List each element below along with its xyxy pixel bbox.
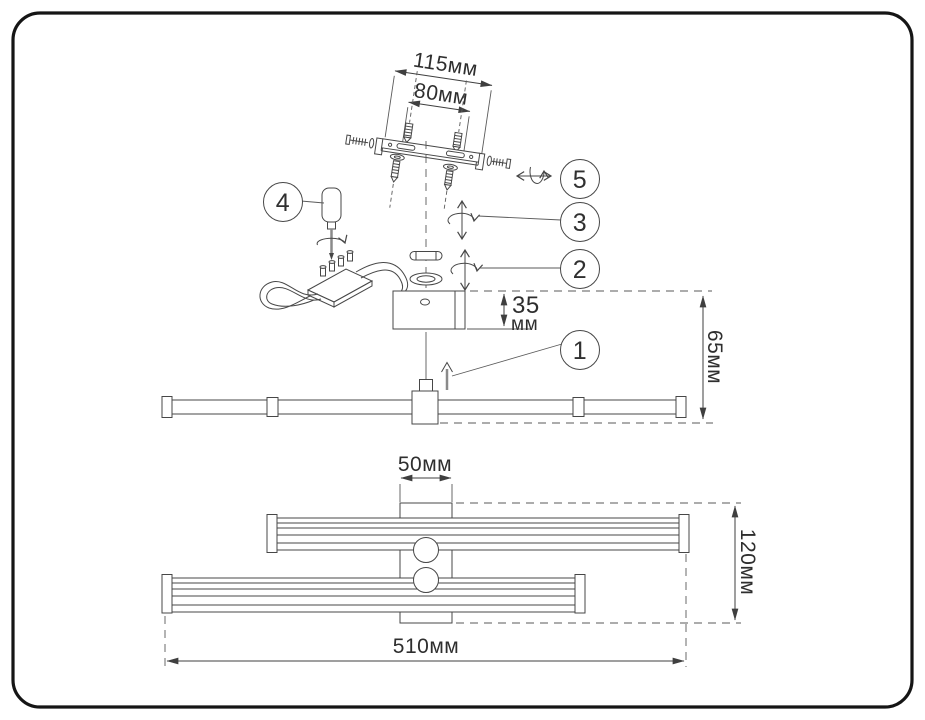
dim-80-label: 80мм	[412, 79, 470, 110]
dim-115-label: 115мм	[411, 48, 480, 81]
side-bar-endcap-left	[162, 397, 172, 418]
side-bar-joint-right	[573, 398, 584, 417]
callout-1	[561, 331, 600, 370]
lower-bar-endcap-left	[162, 575, 172, 614]
callout-5-number: 5	[572, 166, 588, 194]
dim-50-label: 50мм	[397, 453, 453, 476]
callout-5	[561, 160, 600, 199]
dim-35-label: 35	[512, 292, 540, 319]
upper-bar-endcap-right	[679, 515, 689, 553]
pivot-joint-upper	[414, 538, 439, 563]
callout-4	[264, 183, 303, 222]
canopy-box	[393, 291, 465, 329]
callout-3	[561, 203, 600, 242]
lower-bar-endcap-right	[575, 575, 585, 614]
callout-1-number: 1	[572, 337, 588, 365]
side-bar-endcap-right	[676, 397, 686, 418]
side-mount-stem	[420, 380, 433, 392]
lower-lamp-bar	[162, 575, 585, 614]
callout-2	[561, 250, 600, 289]
callout-2-number: 2	[572, 256, 588, 284]
pivot-joint-lower	[414, 568, 439, 593]
threaded-spacer	[410, 252, 442, 261]
upper-lamp-bar	[267, 515, 689, 553]
lock-washer	[410, 273, 442, 285]
dim-120-label: 120мм	[736, 528, 759, 596]
upper-bar-endcap-left	[267, 515, 277, 553]
side-bar-joint-left	[267, 398, 278, 417]
dim-510-label: 510мм	[392, 635, 460, 658]
dim-35-unit-label: мм	[511, 314, 539, 335]
side-mount-block	[412, 391, 438, 424]
callout-3-number: 3	[572, 209, 588, 237]
dim-65-label: 65мм	[703, 329, 726, 385]
callout-4-number: 4	[275, 189, 291, 217]
